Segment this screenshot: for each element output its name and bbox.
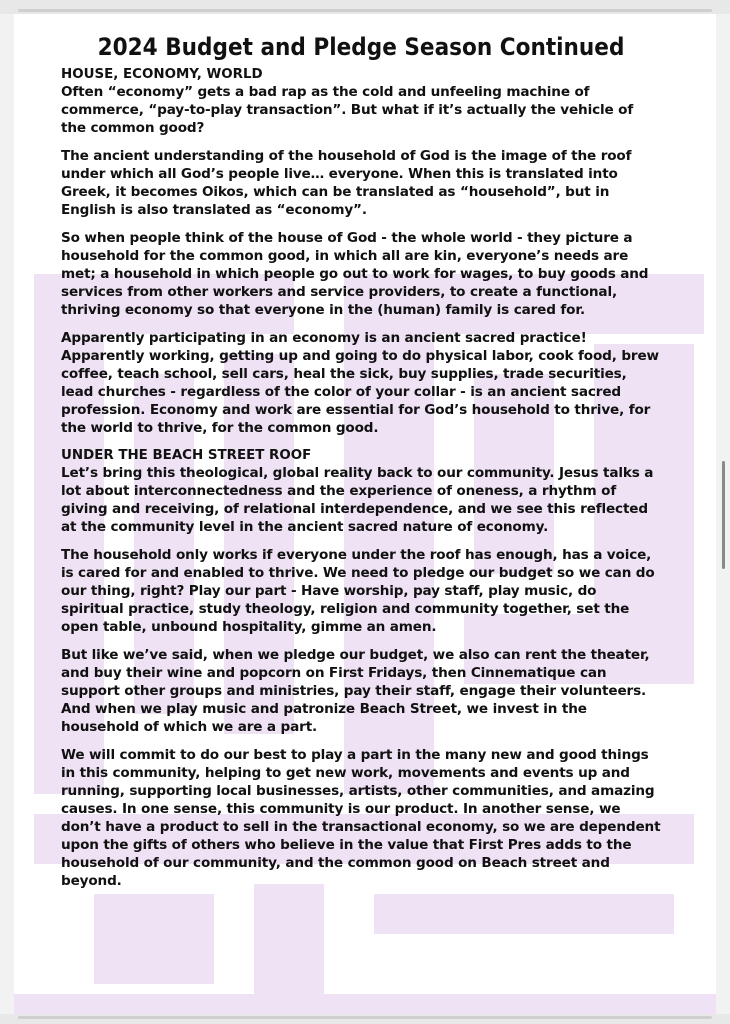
scrollbar[interactable] bbox=[722, 461, 725, 569]
section-house-economy-world bbox=[61, 66, 661, 437]
article-content bbox=[61, 32, 661, 900]
paragraph: Let’s bring this theological, global reality back to our community. Jesus talks a lot about interconnectedness and the experience of oneness, a rhythm of giving and receiving, of relational interdependence, and we see this reflected at the community level in the ancient sacred nature of economy. bbox=[61, 465, 654, 535]
paragraph: So when people think of the house of God - the whole world - they picture a household for the common good, in which all are kin, everyone’s needs are met; a household in which people go out to work for wages, to buy goods and services from other workers and service providers, to create a functional, thriving economy so that everyone in the (human) family is cared for. bbox=[61, 230, 649, 318]
section-beach-street-roof bbox=[61, 447, 661, 890]
paragraph: The ancient understanding of the household of God is the image of the roof under which all God’s people live… everyone. When this is translated into Greek, it becomes Oikos, which can be translated as “household”, but in English is also translated as “economy”. bbox=[61, 148, 632, 218]
bottom-bar bbox=[0, 1014, 730, 1024]
paragraph: We will commit to do our best to play a part in the many new and good things in this community, helping to get new work, movements and events up and running, supporting local businesses, artists, other communities, and amazing causes. In one sense, this community is our product. In another sense, we don’t have a product to sell in the transactional economy, so we are dependent upon the gifts of others who believe in the value that First Pres adds to the household of our community, and the common good on Beach street and beyond. bbox=[61, 747, 661, 889]
section-heading: UNDER THE BEACH STREET ROOF bbox=[61, 448, 312, 463]
paragraph: The household only works if everyone under the roof has enough, has a voice, is cared for and enabled to thrive. We need to pledge our budget so we can do our thing, right? Play our part - Have worship, pay staff, play music, do spiritual practice, study theology, religion and community together, set the open table, unbound hospitality, gimme an amen. bbox=[61, 547, 655, 635]
top-bar bbox=[0, 0, 730, 14]
paragraph: Apparently participating in an economy is an ancient sacred practice! Apparently working, getting up and going to do physical labor, cook food, brew coffee, teach school, sell cars, heal the sick, buy supplies, trade securities, lead churches - regardless of the color of your collar - is an ancient sacred profession. Economy and work are essential for God’s household to thrive, for the world to thrive, for the common good. bbox=[61, 330, 659, 436]
document-page bbox=[14, 14, 716, 1014]
paragraph: But like we’ve said, when we pledge our budget, we also can rent the theater, and buy their wine and popcorn on First Fridays, then Cinnematique can support other groups and ministries, pay their staff, engage their volunteers. And when we play music and patronize Beach Street, we invest in the household of which we are a part. bbox=[61, 647, 650, 735]
top-divider bbox=[18, 9, 712, 12]
paragraph: Often “economy” gets a bad rap as the cold and unfeeling machine of commerce, “pay-to-play transaction”. But what if it’s actually the vehicle of the common good? bbox=[61, 84, 634, 136]
page-title: 2024 Budget and Pledge Season Continued bbox=[97, 33, 625, 61]
bottom-divider bbox=[18, 1016, 712, 1019]
section-heading: HOUSE, ECONOMY, WORLD bbox=[61, 67, 263, 82]
